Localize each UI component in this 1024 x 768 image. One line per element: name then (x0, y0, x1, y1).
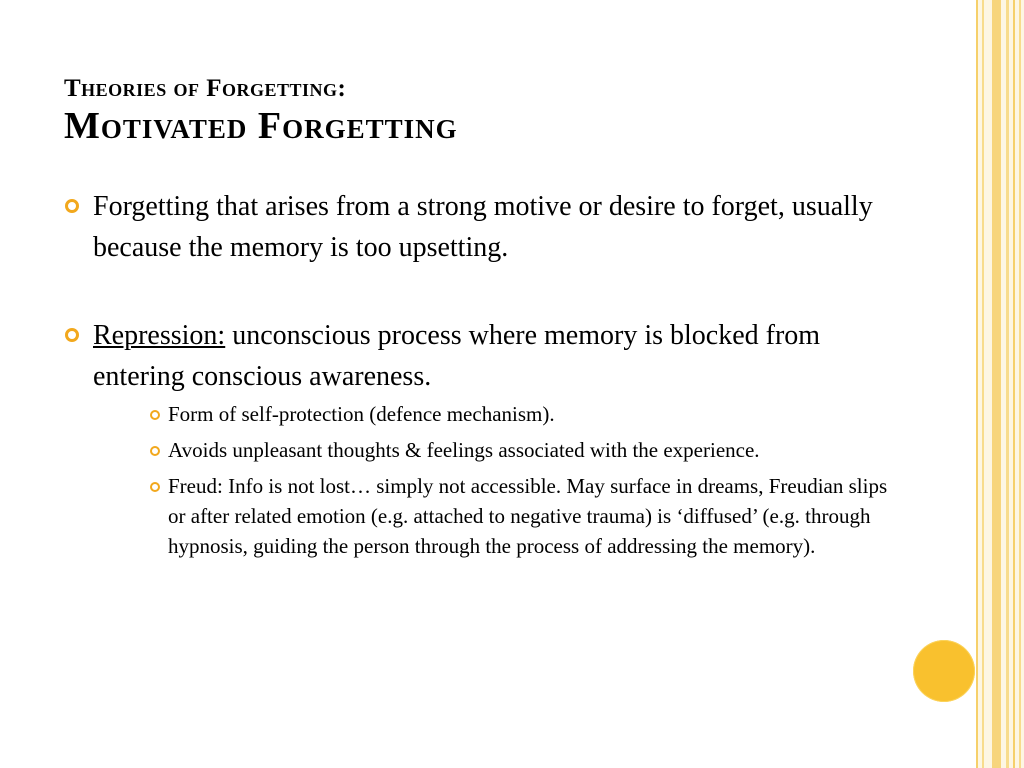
ring-bullet-icon (150, 482, 160, 492)
sub-bullet-list (149, 399, 902, 561)
sub-bullet-item (149, 471, 902, 561)
sub-bullet-text: Form of self-protection (defence mechanism). (168, 402, 555, 426)
bullet-item (62, 315, 902, 561)
yellow-circle-decoration (913, 640, 975, 702)
stripe (1019, 0, 1021, 768)
ring-bullet-icon (150, 446, 160, 456)
bullet-text: unconscious process where memory is blocked from entering conscious awareness. (93, 320, 821, 392)
ring-bullet-icon (65, 199, 79, 213)
stripe (1006, 0, 1009, 768)
sub-bullet-text: Avoids unpleasant thoughts & feelings associated with the experience. (168, 438, 760, 462)
ring-bullet-icon (65, 328, 79, 342)
bullet-text: Forgetting that arises from a strong motive or desire to forget, usually because the memory is too upsetting. (93, 191, 873, 263)
decorative-stripes (976, 0, 1024, 768)
stripe (992, 0, 1001, 768)
sub-bullet-item (149, 435, 902, 465)
title-line-1: Theories of Forgetting: (64, 75, 347, 102)
stripe (982, 0, 984, 768)
sub-bullet-text: Freud: Info is not lost… simply not accessible. May surface in dreams, Freudian slips or after related emotion (e.g. attached to negative trauma) is ‘diffused’ (e.g. through hypnosis, guiding the person through the process of addressing the memory). (168, 474, 888, 558)
title-line-2: Motivated Forgetting (64, 105, 458, 147)
bullet-item (62, 186, 902, 268)
sub-bullet-item (149, 399, 902, 429)
slide-title (64, 74, 904, 148)
slide-body (62, 186, 902, 561)
bullet-term: Repression: (93, 320, 226, 351)
ring-bullet-icon (150, 410, 160, 420)
stripe (1013, 0, 1015, 768)
stripe (976, 0, 978, 768)
